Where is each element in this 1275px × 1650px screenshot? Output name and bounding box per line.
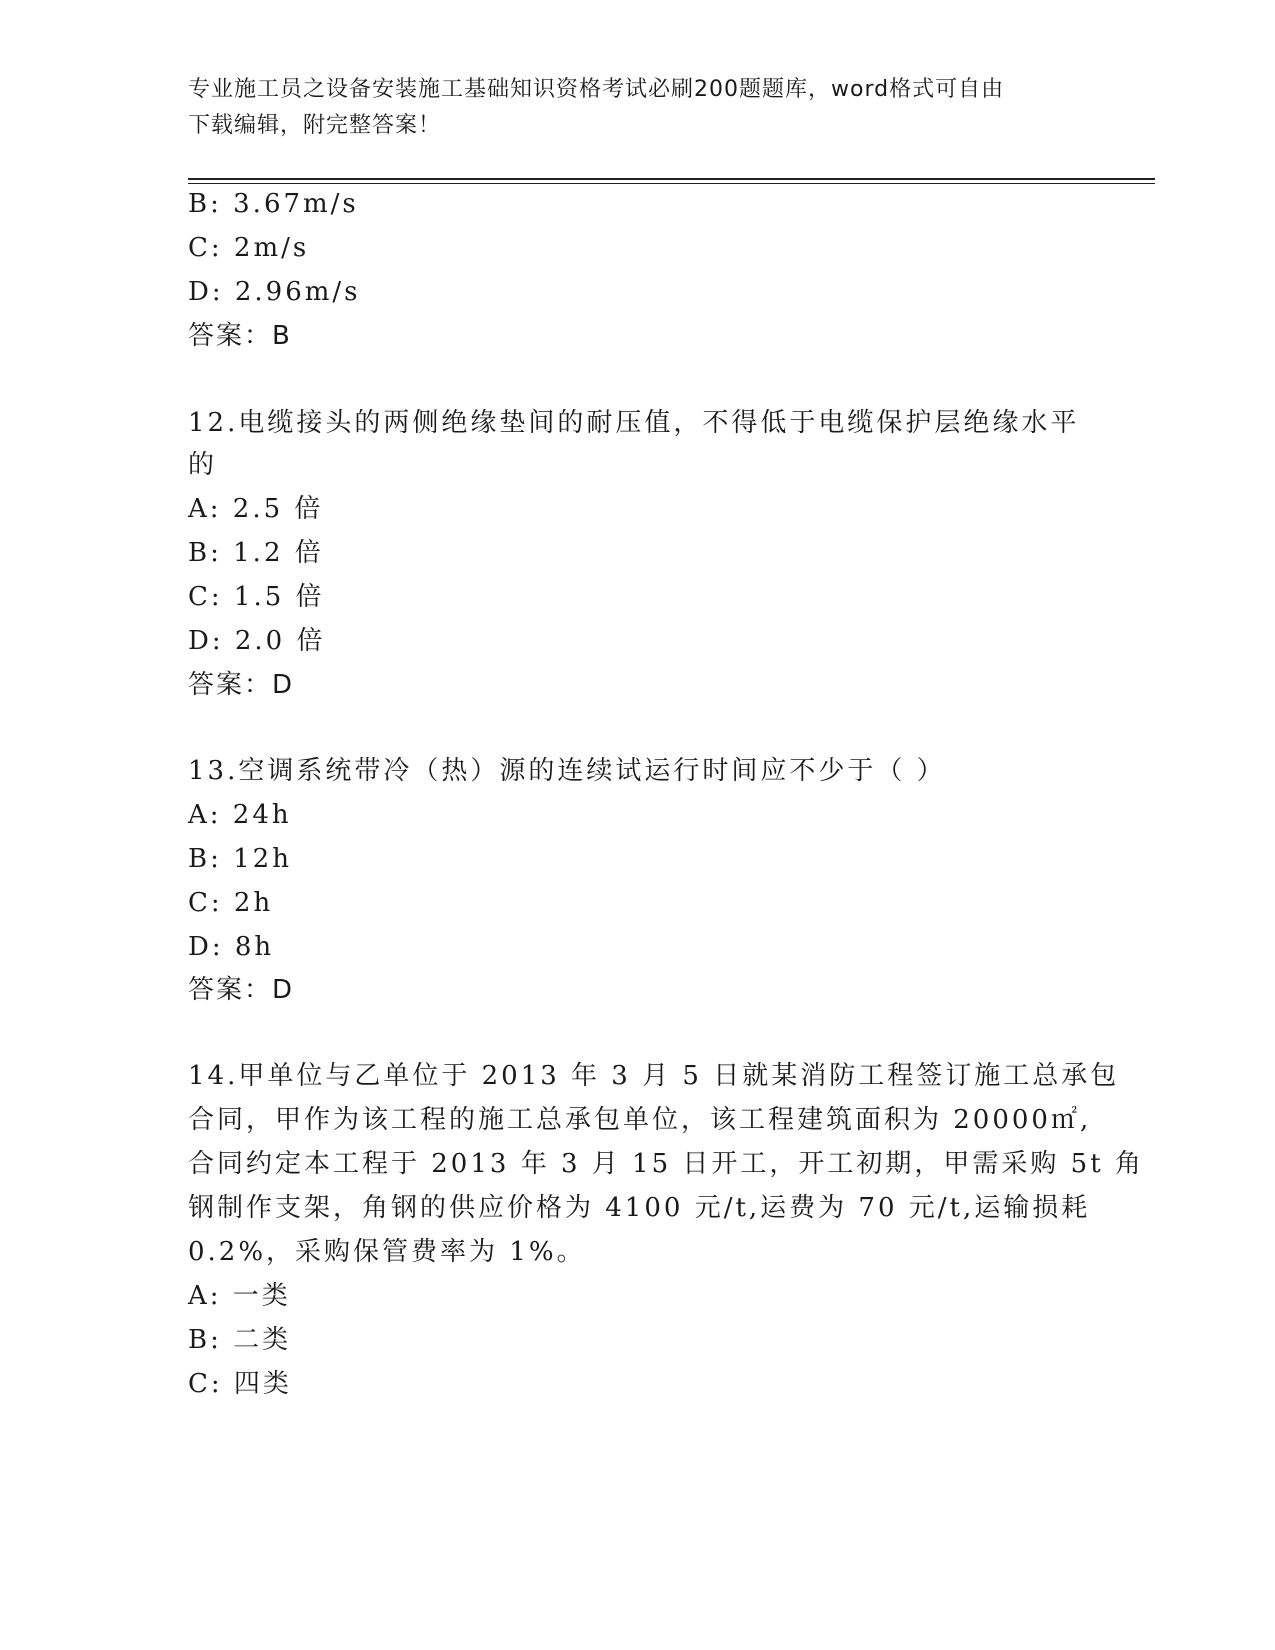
header-line-2: 下载编辑，附完整答案！ <box>188 113 442 138</box>
header-divider-thick <box>188 178 1155 180</box>
q14-option-a: A: 一类 <box>188 1281 291 1311</box>
document-header <box>188 72 1068 144</box>
q12-option-a: A: 2.5 倍 <box>188 494 324 524</box>
q12-answer: 答案：D <box>188 670 295 700</box>
q12-stem-line-1: 12.电缆接头的两侧绝缘垫间的耐压值，不得低于电缆保护层绝缘水平 <box>188 408 1080 438</box>
q14-option-c: C: 四类 <box>188 1369 292 1399</box>
q13-option-c: C: 2h <box>188 888 274 918</box>
q11-answer: 答案：B <box>188 321 292 351</box>
q13-answer: 答案：D <box>188 975 295 1005</box>
q14-option-b: B: 二类 <box>188 1325 292 1355</box>
q12-stem-line-2: 的 <box>188 450 218 480</box>
header-line-1: 专业施工员之设备安装施工基础知识资格考试必刷200题题库，word格式可自由 <box>188 77 1005 102</box>
q14-stem-line-1: 14.甲单位与乙单位于 2013 年 3 月 5 日就某消防工程签订施工总承包 <box>188 1061 1120 1091</box>
q11-option-c: C: 2m/s <box>188 233 310 263</box>
q11-option-d: D: 2.96m/s <box>188 277 361 307</box>
q14-stem-line-4: 钢制作支架，角钢的供应价格为 4100 元/t,运费为 70 元/t,运输损耗 <box>188 1193 1091 1223</box>
q14-stem-line-3: 合同约定本工程于 2013 年 3 月 15 日开工，开工初期，甲需采购 5t 角 <box>188 1149 1144 1179</box>
q12-option-d: D: 2.0 倍 <box>188 626 326 656</box>
q14-stem-line-2: 合同，甲作为该工程的施工总承包单位，该工程建筑面积为 20000㎡, <box>188 1105 1092 1135</box>
q13-option-a: A: 24h <box>188 800 292 830</box>
q13-stem: 13.空调系统带冷（热）源的连续试运行时间应不少于（ ） <box>188 756 946 786</box>
q11-option-b: B: 3.67m/s <box>188 189 359 219</box>
q12-option-b: B: 1.2 倍 <box>188 538 324 568</box>
q12-option-c: C: 1.5 倍 <box>188 582 325 612</box>
q14-stem-line-5: 0.2%，采购保管费率为 1%。 <box>188 1237 586 1267</box>
q13-option-d: D: 8h <box>188 932 275 962</box>
q13-option-b: B: 12h <box>188 844 292 874</box>
